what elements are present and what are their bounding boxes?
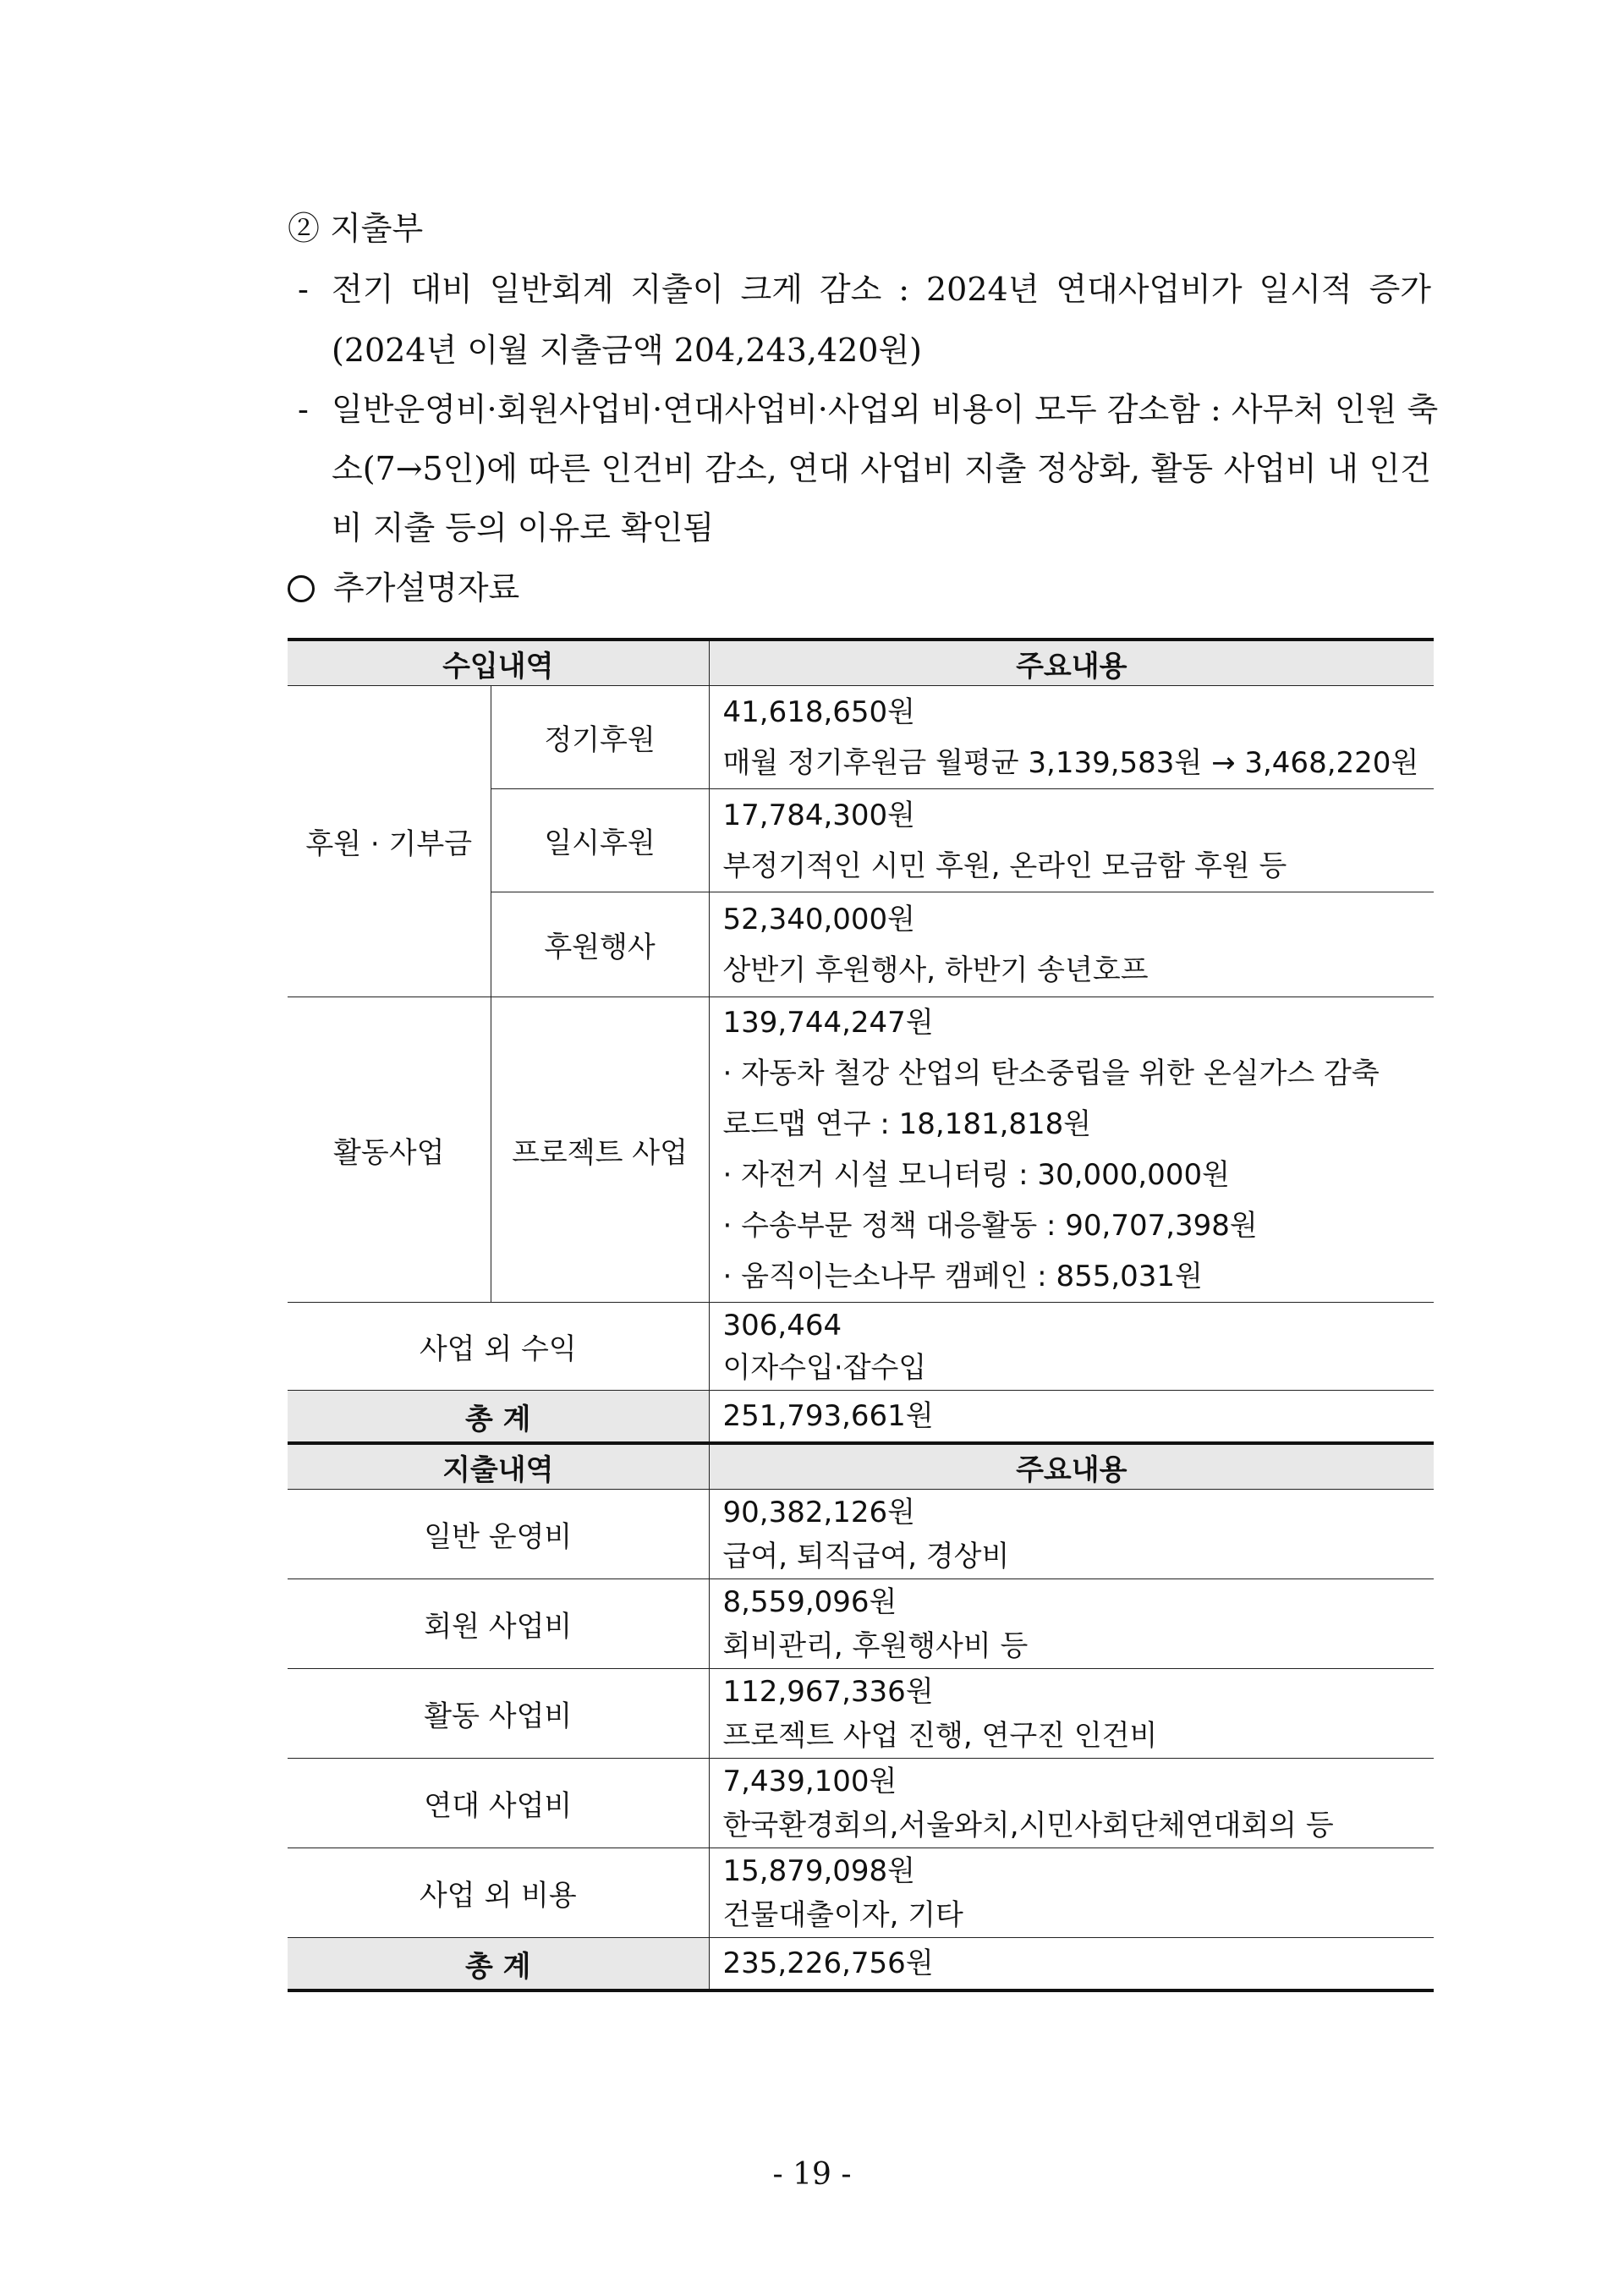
activity-line: · 자전거 시설 모니터링 : 30,000,000원 [722, 1158, 1230, 1192]
income-total-row [288, 1391, 1434, 1444]
bullet-2-line-3: 비 지출 등의 이유로 확인됨 [332, 509, 715, 546]
expense-row-content [709, 1490, 1434, 1579]
extra-title-text: 추가설명자료 [333, 569, 520, 607]
expense-row-label: 회원 사업비 [288, 1579, 709, 1669]
donation-row-content [709, 789, 1434, 892]
income-total-amount: 251,793,661원 [709, 1391, 1434, 1444]
donation-row-label: 일시후원 [491, 789, 709, 892]
bullet-dash: - [298, 271, 309, 308]
description: 건물대출이자, 기타 [722, 1897, 963, 1932]
activity-group-label: 활동사업 [288, 997, 491, 1303]
other-income-content [709, 1303, 1434, 1391]
bullet-1-line-2: (2024년 이월 지출금액 204,243,420원) [332, 332, 923, 369]
expense-row-label: 연대 사업비 [288, 1759, 709, 1848]
bullet-text: 전기 대비 일반회계 지출이 크게 감소 : 2024년 연대사업비가 일시적 증가 [332, 271, 1431, 308]
bullet-2-line-2: 소(7→5인)에 따른 인건비 감소, 연대 사업비 지출 정상화, 활동 사업비 내 인건 [332, 450, 1431, 487]
table-row [288, 1759, 1434, 1848]
table-row [288, 1303, 1434, 1391]
page-number: - 19 - [772, 2157, 852, 2192]
income-total-label: 총 계 [288, 1391, 709, 1444]
expense-row-content [709, 1759, 1434, 1848]
amount: 8,559,096원 [722, 1584, 897, 1619]
description: 상반기 후원행사, 하반기 송년호프 [722, 953, 1149, 987]
income-header-category: 수입내역 [288, 640, 709, 686]
amount: 306,464 [722, 1308, 842, 1342]
circle-icon [288, 575, 315, 602]
income-header-content: 주요내용 [709, 640, 1434, 686]
description: 이자수입·잡수입 [722, 1350, 927, 1385]
expense-row-content [709, 1848, 1434, 1938]
amount: 112,967,336원 [722, 1674, 934, 1709]
activity-line: · 자동차 철강 산업의 탄소중립을 위한 온실가스 감축 [722, 1057, 1380, 1090]
amount: 52,340,000원 [722, 902, 916, 936]
table-row [288, 997, 1434, 1303]
table-row [288, 1579, 1434, 1669]
expense-total-amount: 235,226,756원 [709, 1938, 1434, 1991]
activity-line: · 움직이는소나무 캠페인 : 855,031원 [722, 1260, 1203, 1293]
expense-header-content: 주요내용 [709, 1443, 1434, 1490]
amount: 139,744,247원 [722, 1006, 934, 1040]
donation-row-label: 후원행사 [491, 892, 709, 997]
extra-title [288, 563, 519, 613]
description: 매월 정기후원금 월평균 3,139,583원 → 3,468,220원 [722, 745, 1419, 780]
expense-total-label: 총 계 [288, 1938, 709, 1991]
expense-row-content [709, 1579, 1434, 1669]
donation-group-label: 후원 · 기부금 [288, 686, 491, 997]
activity-line: 로드맵 연구 : 18,181,818원 [722, 1107, 1092, 1141]
expense-row-label: 사업 외 비용 [288, 1848, 709, 1938]
description: 한국환경회의,서울와치,시민사회단체연대회의 등 [722, 1808, 1334, 1842]
description: 부정기적인 시민 후원, 온라인 모금함 후원 등 [722, 848, 1287, 883]
description: 회비관리, 후원행사비 등 [722, 1628, 1029, 1663]
expense-header-row [288, 1443, 1434, 1490]
activity-line: · 수송부문 정책 대응활동 : 90,707,398원 [722, 1209, 1258, 1243]
bullet-dash: - [298, 391, 309, 428]
donation-row-label: 정기후원 [491, 686, 709, 789]
table-row [288, 1490, 1434, 1579]
amount: 7,439,100원 [722, 1764, 897, 1798]
amount: 15,879,098원 [722, 1853, 916, 1888]
expense-total-row [288, 1938, 1434, 1991]
amount: 90,382,126원 [722, 1495, 916, 1529]
expense-row-label: 활동 사업비 [288, 1669, 709, 1759]
finance-table [288, 638, 1434, 1992]
donation-row-content [709, 686, 1434, 789]
amount: 41,618,650원 [722, 695, 916, 729]
description: 프로젝트 사업 진행, 연구진 인건비 [722, 1718, 1158, 1753]
description: 급여, 퇴직급여, 경상비 [722, 1539, 1010, 1573]
expense-row-label: 일반 운영비 [288, 1490, 709, 1579]
donation-row-content [709, 892, 1434, 997]
table-row [288, 686, 1434, 789]
activity-row-label: 프로젝트 사업 [491, 997, 709, 1303]
table-row [288, 1669, 1434, 1759]
income-header-row [288, 640, 1434, 686]
activity-row-content [709, 997, 1434, 1303]
bullet-text: 일반운영비·회원사업비·연대사업비·사업외 비용이 모두 감소함 : 사무처 인원 축 [332, 391, 1439, 428]
table-row [288, 1848, 1434, 1938]
amount: 17,784,300원 [722, 798, 916, 832]
expense-row-content [709, 1669, 1434, 1759]
section-title: ② 지출부 [288, 210, 424, 247]
expense-header-category: 지출내역 [288, 1443, 709, 1490]
other-income-label: 사업 외 수익 [288, 1303, 709, 1391]
